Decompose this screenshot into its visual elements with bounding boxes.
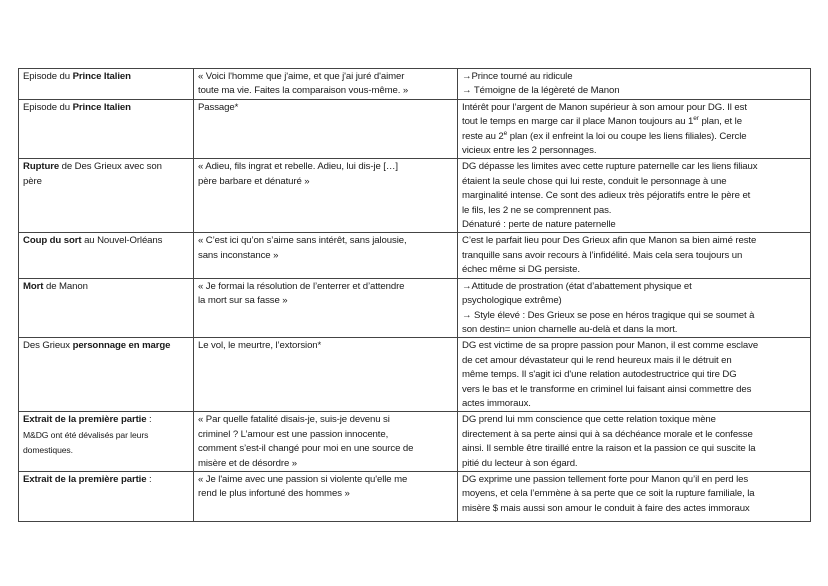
analysis-cell — [458, 412, 811, 472]
cell-line — [23, 443, 189, 458]
cell-line: marginalité intense. Ce sont des adieux très péjoratifs entre le père et — [462, 190, 751, 202]
cell-line: la mort sur sa fasse » — [198, 295, 288, 307]
cell-line: « Par quelle fatalité disais-je, suis-je devenu si — [198, 414, 390, 426]
cell-line: DG prend lui mm conscience que cette relation toxique mène — [462, 414, 716, 426]
cell-line — [23, 70, 189, 84]
quote-cell — [194, 412, 458, 472]
bold-text: personnage en marge — [72, 340, 171, 352]
cell-line: →Attitude de prostration (état d’abattement physique et — [462, 280, 692, 292]
analysis-cell — [458, 233, 811, 278]
cell-line — [23, 160, 189, 174]
quote-cell — [194, 159, 458, 233]
cell-line: « Je l'aime avec une passion si violente qu'elle me — [198, 473, 408, 485]
text-segment: M&DG ont été dévalisés par leurs — [23, 429, 149, 440]
quote-cell — [194, 99, 458, 159]
topic-cell — [19, 99, 194, 159]
bold-text: Extrait de la première partie — [23, 414, 147, 426]
cell-line — [23, 280, 189, 294]
bold-text: Rupture — [23, 161, 60, 173]
cell-line — [23, 234, 189, 248]
cell-line: toute ma vie. Faites la comparaison vous-même. » — [198, 85, 409, 97]
cell-line: son destin= union charnelle au-delà et dans la mort. — [462, 323, 678, 335]
cell-line: C’est le parfait lieu pour Des Grieux afin que Manon sa bien aimé reste — [462, 235, 757, 247]
text-segment: plan (ex il enfreint la loi ou coupe les liens filiales). Cercle — [507, 130, 747, 142]
cell-line: DG est victime de sa propre passion pour Manon, il est comme esclave — [462, 340, 759, 352]
analysis-cell — [458, 338, 811, 412]
table-row — [19, 471, 811, 521]
superscript-text: er — [693, 115, 699, 123]
cell-line: moyens, et cela l’emmène à sa perte que ce soit la rupture familiale, la — [462, 488, 755, 500]
cell-line: pitié du lecteur à son égard. — [462, 457, 578, 469]
text-segment: Episode du — [23, 71, 73, 82]
topic-cell — [19, 159, 194, 233]
cell-line: « C’est ici qu’on s’aime sans intérêt, sans jalousie, — [198, 235, 407, 247]
topic-cell — [19, 278, 194, 338]
cell-line: → Style élevé : Des Grieux se pose en héros tragique qui se soumet à — [462, 309, 755, 321]
cell-line: directement à sa perte ainsi qui à sa déchéance morale et le confesse — [462, 428, 753, 440]
topic-cell — [19, 471, 194, 521]
quote-cell — [194, 69, 458, 100]
cell-line: père — [23, 175, 42, 187]
cell-line — [23, 339, 189, 353]
text-segment: : — [146, 414, 152, 426]
cell-line — [23, 428, 189, 443]
cell-line: ainsi. Il semble être tiraillé entre la raison et la passion ce qui suscite la — [462, 443, 756, 455]
cell-line: misère $ mais aussi son amour le conduit à faire des actes immoraux — [462, 502, 750, 514]
table-row — [19, 69, 811, 100]
table-body — [19, 69, 811, 522]
text-segment: reste au 2 — [462, 130, 504, 142]
cell-line: vicieux entre les 2 personnages. — [462, 145, 597, 157]
table-row — [19, 278, 811, 338]
text-segment: Des Grieux — [23, 340, 73, 352]
analysis-cell — [458, 471, 811, 521]
cell-line: étaient la seule chose qui lui reste, conduit le personnage à une — [462, 175, 727, 187]
topic-cell — [19, 412, 194, 472]
text-segment: de Manon — [43, 280, 88, 292]
cell-line — [462, 115, 806, 129]
cell-line: « Adieu, fils ingrat et rebelle. Adieu, lui dis-je […] — [198, 161, 398, 173]
cell-line: → Témoigne de la légèreté de Manon — [462, 85, 620, 97]
table-row — [19, 99, 811, 159]
cell-line — [23, 473, 189, 487]
bold-text: Extrait de la première partie — [23, 473, 147, 485]
text-segment: Episode du — [23, 101, 73, 113]
quote-cell — [194, 471, 458, 521]
bold-text: Prince Italien — [72, 101, 131, 113]
table-row — [19, 159, 811, 233]
analysis-cell — [458, 278, 811, 338]
topic-cell — [19, 338, 194, 412]
cell-line: échec même si DG persiste. — [462, 264, 580, 276]
cell-line: vers le bas et le transforme en criminel lui faisant ainsi commettre des — [462, 383, 752, 395]
cell-line: de cet amour dévastateur qui le rend heureux mais il le détruit en — [462, 354, 732, 366]
cell-line: comment s’est-il changé pour moi en une source de — [198, 443, 414, 455]
bold-text: Coup du sort — [23, 235, 82, 247]
cell-line: même temps. Il s'agit ici d'une relation autodestructrice qui tire DG — [462, 369, 737, 381]
cell-line: misère et de désordre » — [198, 457, 298, 469]
cell-line: criminel ? L’amour est une passion innocente, — [198, 428, 389, 440]
table-row — [19, 338, 811, 412]
cell-line: « Je formai la résolution de l’enterrer et d’attendre — [198, 280, 405, 292]
bold-text: Mort — [23, 280, 44, 292]
topic-cell — [19, 69, 194, 100]
quote-cell — [194, 233, 458, 278]
cell-line: DG exprime une passion tellement forte pour Manon qu’il en perd les — [462, 473, 749, 485]
cell-line — [462, 130, 806, 144]
superscript-text: e — [503, 129, 508, 137]
text-segment: au Nouvel-Orléans — [81, 235, 163, 247]
table-row — [19, 412, 811, 472]
text-segment: de Des Grieux avec son — [59, 161, 162, 173]
cell-line: père barbare et dénaturé » — [198, 175, 310, 187]
cell-line: Intérêt pour l’argent de Manon supérieur à son amour pour DG. Il est — [462, 101, 747, 113]
cell-line: Passage* — [198, 101, 239, 113]
text-segment: domestiques. — [23, 445, 73, 456]
cell-line: tranquille sans avoir recours à l’infidélité. Mais cela sera toujours un — [462, 249, 743, 261]
quote-cell — [194, 338, 458, 412]
cell-line: →Prince tourné au ridicule — [462, 71, 573, 82]
cell-line — [23, 101, 189, 115]
cell-line: DG dépasse les limites avec cette rupture paternelle car les liens filiaux — [462, 161, 758, 173]
text-segment: : — [146, 473, 152, 485]
topic-cell — [19, 233, 194, 278]
cell-line: actes immoraux. — [462, 397, 531, 409]
quote-cell — [194, 278, 458, 338]
cell-line: psychologique extrême) — [462, 295, 562, 307]
cell-line: « Voici l'homme que j'aime, et que j'ai juré d'aimer — [198, 71, 405, 82]
bold-text: Prince Italien — [72, 71, 131, 82]
cell-line: Le vol, le meurtre, l’extorsion* — [198, 340, 322, 352]
cell-line: sans inconstance » — [198, 249, 279, 261]
analysis-cell — [458, 69, 811, 100]
cell-line — [23, 413, 189, 427]
text-segment: plan, et le — [698, 116, 742, 128]
analysis-cell — [458, 99, 811, 159]
cell-line: le fils, les 2 ne se comprennent pas. — [462, 204, 612, 216]
analysis-cell — [458, 159, 811, 233]
cell-line: Dénaturé : perte de nature paternelle — [462, 219, 616, 231]
table-row — [19, 233, 811, 278]
text-segment: tout le temps en marge car il place Manon toujours au 1 — [462, 116, 694, 128]
cell-line: rend le plus infortuné des hommes » — [198, 488, 350, 500]
analysis-table — [18, 68, 811, 522]
